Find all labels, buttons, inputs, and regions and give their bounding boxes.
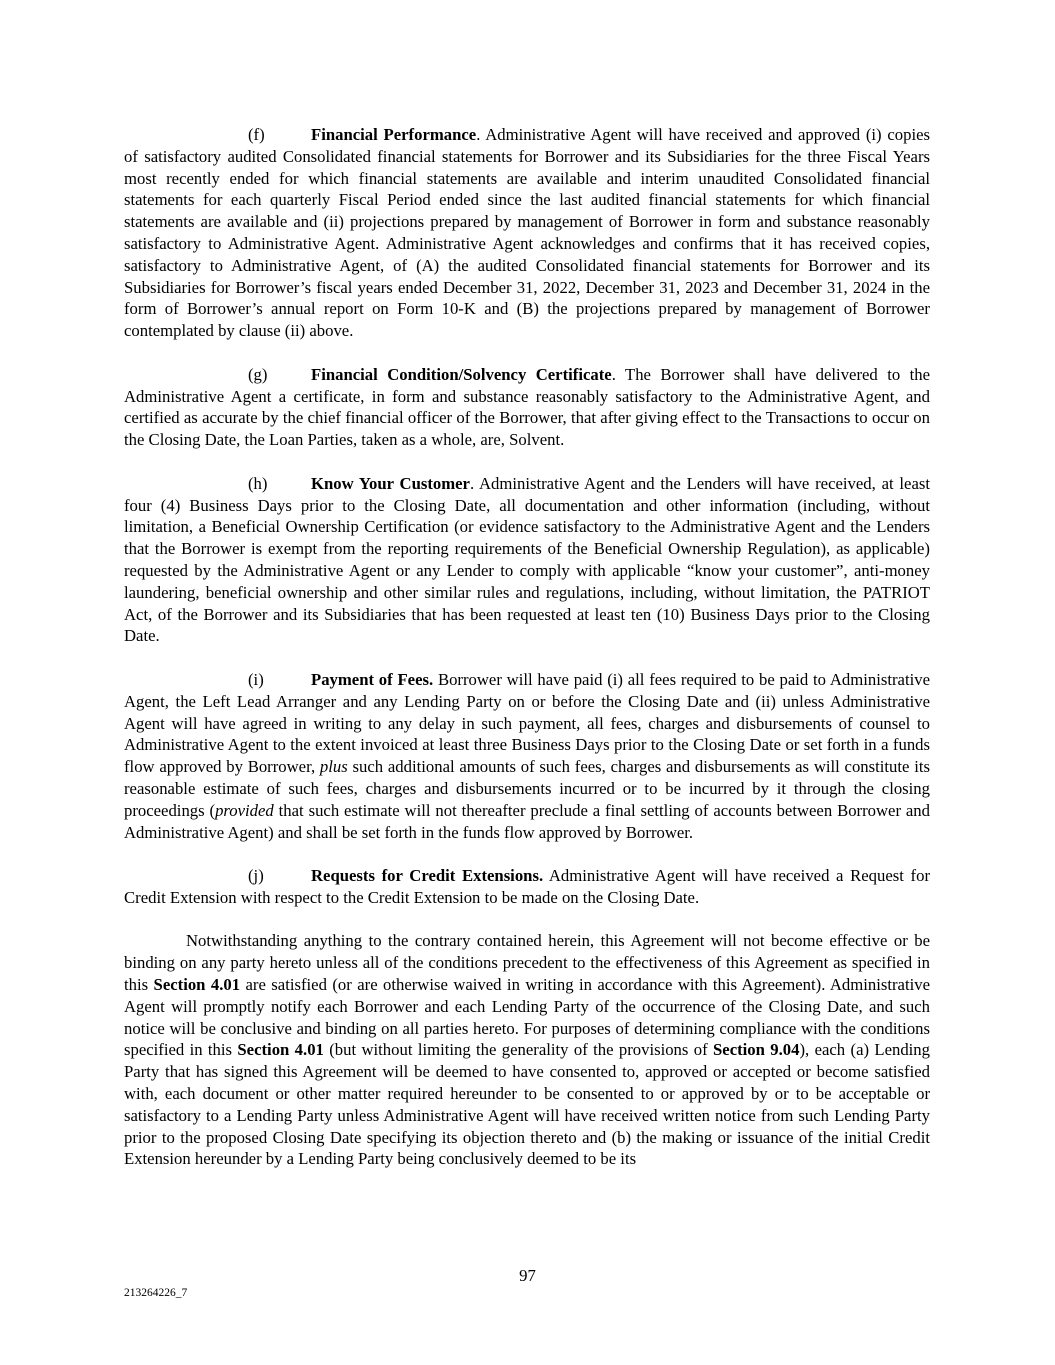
section-i-italic-plus: plus [319,757,348,777]
section-i-text-2: such additional amounts of such fees, charges and disbursements as will constitute its reasonable estimate of such fees, charges and disbursements incurred or to be incurred by it through the closing proceedings ( [124,757,930,820]
section-f-paragraph [124,124,930,342]
closing-text-4: ), each (a) Lending Party that has signed this Agreement will be deemed to have consented to, approved or accepted or become satisfied with, each document or other matter required hereunder to be consented to or approved by or to be acceptable or satisfactory to a Lending Party unless Administrative Agent will have received written notice from such Lending Party prior to the proposed Closing Date specifying its objection thereto and (b) the making or issuance of the initial Credit Extension hereunder by a Lending Party being conclusively deemed to be its [124,1040,930,1169]
section-reference-4-01-a: Section 4.01 [153,975,241,995]
section-h-heading: Know Your Customer [311,473,470,493]
section-g-heading: Financial Condition/Solvency Certificate [311,364,612,384]
section-f-heading: Financial Performance [311,125,477,144]
page-number: 97 [519,1266,536,1285]
section-i-text-3: that such estimate will not thereafter preclude a final settling of accounts between Borrower and Administrative Agent) and shall be set forth in the funds flow approved by Borrower. [124,800,930,842]
section-h-text: . Administrative Agent and the Lenders will have received, at least four (4) Business Days prior to the Closing Date, all documentation and other information (including, without limitation, a Beneficial Ownership Certification (or evidence satisfactory to the Administrative Agent and the Lenders that the Borrower is exempt from the reporting requirements of the Beneficial Ownership Regulation), as applicable) requested by the Administrative Agent or any Lender to comply with applicable “know your customer”, anti-money laundering, beneficial ownership and other similar rules and regulations, including, without limitation, the PATRIOT Act, of the Borrower and its Subsidiaries that has been requested at least ten (10) Business Days prior to the Closing Date. [124,473,930,646]
section-i-heading: Payment of Fees. [311,669,434,689]
section-reference-9-04: Section 9.04 [713,1040,800,1060]
closing-text-2: are satisfied (or are otherwise waived in writing in accordance with this Agreement). Administrative Agent will promptly notify each Borrower and each Lending Party of the occurrence of the Closing Date, and such notice will be conclusive and binding on all parties hereto. For purposes of determining compliance with the conditions specified in this [124,975,930,1060]
section-j-label: (j) [248,866,264,886]
section-j-heading: Requests for Credit Extensions. [311,866,544,886]
section-j-paragraph [124,865,930,909]
closing-paragraph [124,930,930,1170]
section-i-label: (i) [248,669,264,689]
section-f-label: (f) [248,125,265,144]
section-g-label: (g) [248,364,268,384]
document-id: 213264226_7 [124,1287,188,1299]
section-i-italic-provided: provided [215,800,274,820]
section-g-paragraph [124,364,930,451]
section-i-text-1: Borrower will have paid (i) all fees required to be paid to Administrative Agent, the Left Lead Arranger and any Lending Party on or before the Closing Date and (ii) unless Administrative Agent will have agreed in writing to any delay in such payment, all fees, charges and disbursements of counsel to Administrative Agent to the extent invoiced at least three Business Days prior to the Closing Date or set forth in a funds flow approved by Borrower, [124,669,930,777]
section-f-text: . Administrative Agent will have received and approved (i) copies of satisfactory audited Consolidated financial statements for Borrower and its Subsidiaries for the three Fiscal Years most recently ended for which financial statements are available and interim unaudited Consolidated financial statements for each quarterly Fiscal Period ended since the last audited financial statements for which financial statements are available and (ii) projections prepared by management of Borrower in form and substance reasonably satisfactory to Administrative Agent. Administrative Agent acknowledges and confirms that it has received copies, satisfactory to Administrative Agent, of (A) the audited Consolidated financial statements for Borrower and its Subsidiaries for Borrower’s fiscal years ended December 31, 2022, December 31, 2023 and December 31, 2024 in the form of Borrower’s annual report on Form 10-K and (B) the projections prepared by management of Borrower contemplated by clause (ii) above. [124,125,930,341]
section-reference-4-01-b: Section 4.01 [237,1040,324,1060]
section-h-label: (h) [248,473,268,493]
section-h-paragraph [124,473,930,647]
section-j-text: Administrative Agent will have received a Request for Credit Extension with respect to the Credit Extension to be made on the Closing Date. [124,866,930,907]
closing-text-1: Notwithstanding anything to the contrary contained herein, this Agreement will not become effective or be binding on any party hereto unless all of the conditions precedent to the effectiveness of this Agreement as specified in this [124,931,930,995]
section-i-paragraph [124,669,930,843]
document-body [124,124,930,1192]
closing-text-3: (but without limiting the generality of the provisions of [323,1040,714,1060]
section-g-text: . The Borrower shall have delivered to the Administrative Agent a certificate, in form and substance reasonably satisfactory to the Administrative Agent, and certified as accurate by the chief financial officer of the Borrower, that after giving effect to the Transactions to occur on the Closing Date, the Loan Parties, taken as a whole, are, Solvent. [124,364,930,450]
